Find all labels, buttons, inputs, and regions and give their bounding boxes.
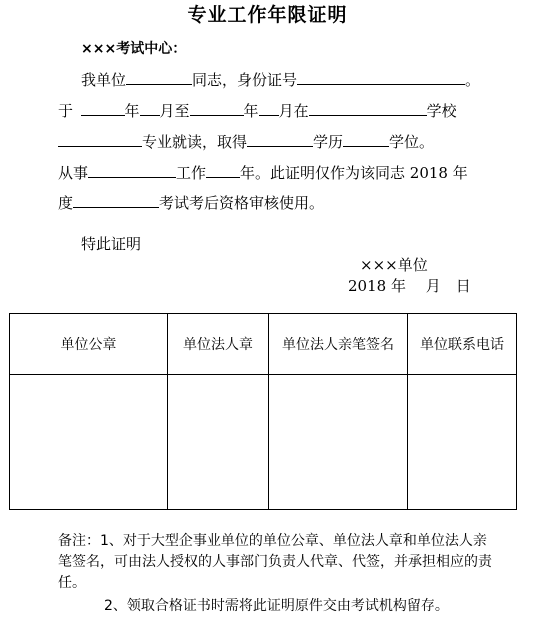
text-period: 。 <box>465 71 481 89</box>
blank-end-year <box>190 100 244 116</box>
paragraph-line-1 <box>81 69 480 90</box>
paragraph-line-3 <box>58 131 434 152</box>
document-title: 专业工作年限证明 <box>187 4 348 26</box>
text-engaged-in: 从事 <box>58 164 89 182</box>
header-unit-seal: 单位公章 <box>10 314 168 375</box>
header-legal-rep-signature: 单位法人亲笔签名 <box>269 314 408 375</box>
signature-unit: ×××单位 <box>360 256 428 274</box>
text-exam-review: 考试考后资格审核使用。 <box>159 194 325 212</box>
paragraph-line-5 <box>58 192 324 213</box>
blank-exam <box>73 192 159 208</box>
signature-date: 2018 年 月 日 <box>348 277 471 295</box>
header-contact-phone: 单位联系电话 <box>408 314 517 375</box>
blank-start-year <box>81 100 125 116</box>
closing-text: 特此证明 <box>81 235 142 253</box>
note-2: 2、领取合格证书时需将此证明原件交由考试机构留存。 <box>104 598 449 614</box>
table-row <box>10 375 517 510</box>
note-1: 备注：1、对于大型企事业单位的单位公章、单位法人章和单位法人亲笔签名，可由法人授权的人事部门负责人代章、代签，并承担相应的责任。 <box>58 533 492 591</box>
header-legal-rep-seal: 单位法人章 <box>168 314 269 375</box>
blank-school <box>309 100 427 116</box>
text-school: 学校 <box>426 102 457 120</box>
blank-end-month <box>259 100 279 116</box>
text-work: 工作 <box>176 164 207 182</box>
text-from: 于 <box>58 102 74 120</box>
blank-major <box>58 131 142 147</box>
blank-start-month <box>140 100 160 116</box>
paragraph-line-2 <box>58 100 457 121</box>
text-usage: 年。此证明仅作为该同志 2018 年 <box>240 164 468 182</box>
text-education: 学历 <box>313 133 344 151</box>
text-year: 年 <box>124 102 140 120</box>
blank-years <box>206 162 240 178</box>
text-du: 度 <box>58 194 74 212</box>
cell-legal-rep-signature <box>269 375 408 510</box>
blank-education <box>247 131 313 147</box>
blank-degree <box>343 131 389 147</box>
cell-contact-phone <box>408 375 517 510</box>
blank-name <box>126 69 192 85</box>
recipient-line: ×××考试中心： <box>81 41 187 57</box>
signature-table <box>9 313 517 510</box>
blank-work <box>88 162 176 178</box>
text-my-unit: 我单位 <box>81 71 127 89</box>
text-month-at: 月在 <box>278 102 309 120</box>
text-month-to: 月至 <box>159 102 190 120</box>
blank-id-number <box>297 69 465 85</box>
text-year-2: 年 <box>243 102 259 120</box>
text-degree: 学位。 <box>389 133 435 151</box>
cell-legal-rep-seal <box>168 375 269 510</box>
table-header-row <box>10 314 517 375</box>
text-comrade-id: 同志，身份证号 <box>192 71 298 89</box>
paragraph-line-4 <box>58 162 468 183</box>
text-major-obtain: 专业就读，取得 <box>142 133 248 151</box>
cell-unit-seal <box>10 375 168 510</box>
